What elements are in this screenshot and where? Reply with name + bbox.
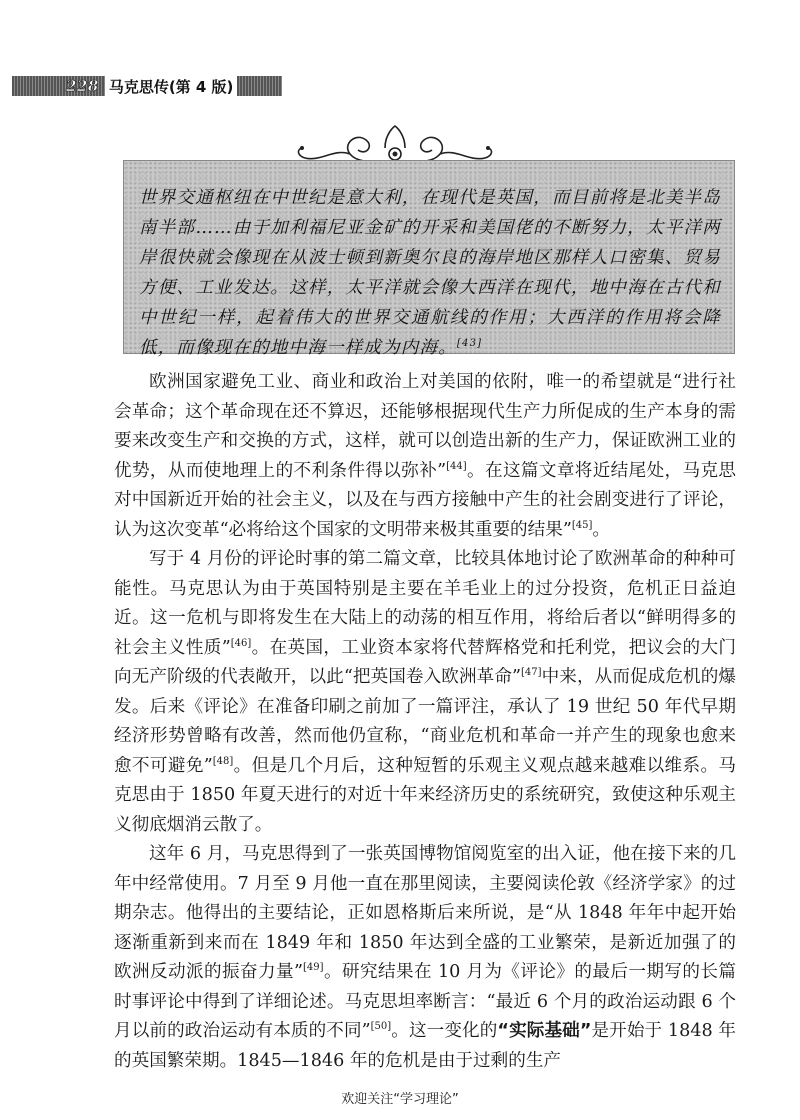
text-run: 欧洲国家避免工业、商业和政治上对美国的依附，唯一的希望就是“进行社会革命；这个革命现在还不算迟，还能够根据现代生产力所促成的生产本身的需要来改变生产和交换的方式，这样，就可以创造出新的生产力，保证欧洲工业的优势，从而使地理上的不利条件得以弥补” <box>114 372 736 481</box>
footnote-ref: [50] <box>370 1021 392 1033</box>
page-number: 228 <box>66 77 99 95</box>
block-quote <box>139 183 721 363</box>
footnote-ref: [46] <box>230 637 252 649</box>
text-run: 中来，从而促成危机的爆发。后来《评论》在准备印刷之前加了一篇评注，承认了 19 世纪 50 年代早期经济形势曾略有改善，然而他仍宣称，“商业危机和革命一并产生的现象也愈来愈不可避免” <box>114 667 736 776</box>
footnote-ref: [48] <box>212 755 234 767</box>
footnote-ref: [45] <box>571 519 593 531</box>
paragraph-3 <box>114 840 736 1076</box>
text-run: 这年 6 月，马克思得到了一张英国博物馆阅览室的出入证，他在接下来的几年中经常使用。7 月至 9 月他一直在那里阅读，主要阅读伦敦《经济学家》的过期杂志。他得出的主要结论，正如恩格斯后来所说，是“从 1848 年年中起开始逐渐重新到来而在 1849 年和 1850 年达到全盛的工业繁荣，是新近加强了的欧洲反动派的振奋力量” <box>114 844 736 982</box>
text-run: 。研究结果在 10 月为《评论》的最后一期写的长篇时事评论中得到了详细论述。马克思坦率断言：“最近 6 个月的政治运动跟 6 个月以前的政治运动有本质的不同” <box>114 962 737 1041</box>
text-run: 。但是几个月后，这种短暂的乐观主义观点越来越难以维系。马克思由于 1850 年夏天进行的对近十年来经济历史的系统研究，致使这种乐观主义彻底烟消云散了。 <box>114 755 736 835</box>
text-run: 写于 4 月份的评论时事的第二篇文章，比较具体地讨论了欧洲革命的种种可能性。马克思认为由于英国特别是主要在羊毛业上的过分投资，危机正日益迫近。这一危机与即将发生在大陆上的动荡的相互作用，将给后者以“鲜明得多的社会主义性质” <box>114 549 736 658</box>
quote-body: 世界交通枢纽在中世纪是意大利，在现代是英国，而目前将是北美半岛南半部……由于加利福尼亚金矿的开采和美国佬的不断努力，太平洋两岸很快就会像现在从波士顿到新奥尔良的海岸地区那样人口密集、贸易方便、工业发达。这样，太平洋就会像大西洋在现代，地中海在古代和中世纪一样，起着伟大的世界交通航线的作用；大西洋的作用将会降低，而像现在的地中海一样成为内海。 <box>139 188 721 358</box>
body-text <box>114 368 736 1076</box>
footnote-ref: [44] <box>446 460 467 472</box>
paragraph-1 <box>114 368 736 545</box>
text-run: 。在这篇文章将近结尾处，马克思对中国新近开始的社会主义，以及在与西方接触中产生的社会剧变进行了评论，认为这次变革“必将给这个国家的文明带来极其重要的结果” <box>114 460 736 540</box>
running-header <box>66 74 237 98</box>
footnote-ref: [49] <box>303 962 324 974</box>
text-run: 。 <box>592 519 610 540</box>
text-run: 。这一变化的 <box>391 1021 498 1041</box>
paragraph-2 <box>114 545 736 840</box>
footer-note: 欢迎关注“学习理论” <box>341 1092 459 1107</box>
text-run: 。在英国，工业资本家将代替辉格党和托利党，把议会的大门向无产阶级的代表敞开，以此“把英国卷入欧洲革命” <box>114 637 736 687</box>
text-run: 是开始于 1848 年的英国繁荣期。1845—1846 年的危机是由于过剩的生产 <box>114 1021 736 1071</box>
bold-term: “实际基础” <box>497 1021 592 1041</box>
footnote-ref: [43] <box>456 338 483 350</box>
footnote-ref: [47] <box>521 667 542 679</box>
book-title: 马克思传(第 4 版) <box>105 76 238 97</box>
